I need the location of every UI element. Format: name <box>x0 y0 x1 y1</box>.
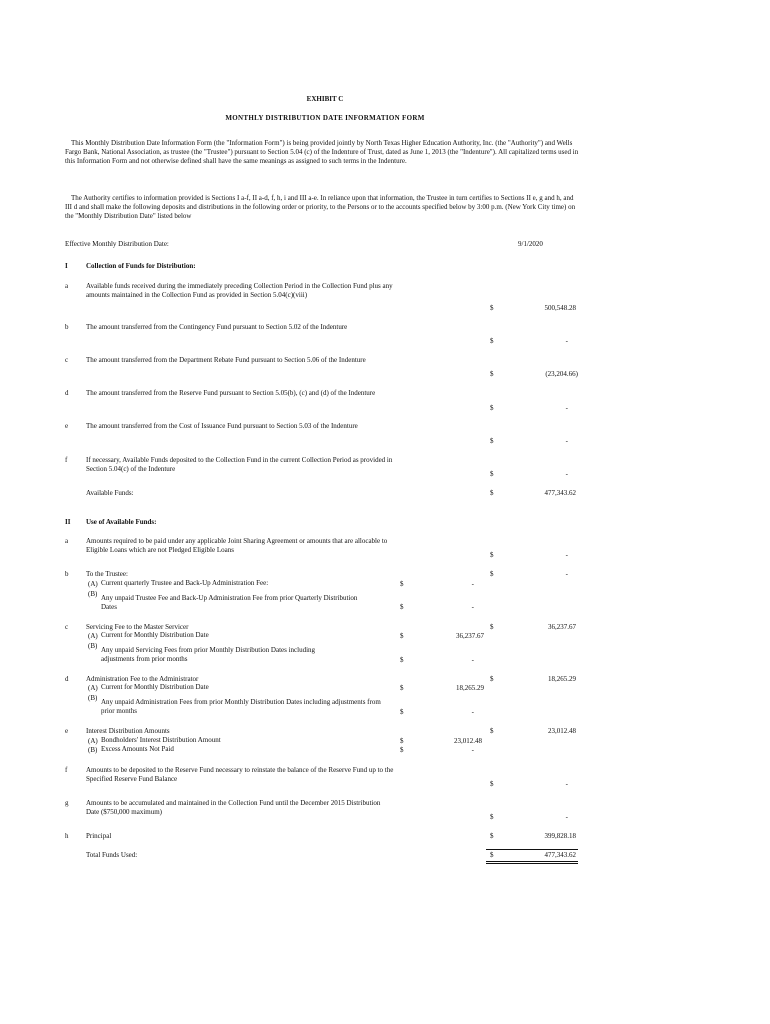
currency-symbol: $ <box>400 708 404 716</box>
item-letter: f <box>65 456 68 464</box>
item-text: Amounts to be accumulated and maintained in the Collection Fund until the December 2015 Distribution Date ($750,000 maximum) <box>86 799 381 816</box>
item-letter: h <box>65 832 69 840</box>
subitem-amount: 36,237.67 <box>456 632 484 640</box>
total-double-rule-2 <box>486 863 578 864</box>
intro-paragraph-2: The Authority certifies to information provided is Sections I a-f, II a-d, f, h, i and III a-e. In reliance upon that information, the Trustee in turn certifies to Sections II e, g and h, and III d and shall make the following deposits and distributions in the following order or priority, to the Persons or to the accounts specified below by 3:00 p.m. (New York City time) on the "Monthly Distribution Date" listed below <box>65 194 576 220</box>
available-funds-label: Available Funds: <box>86 489 134 497</box>
available-funds-amount: 477,343.62 <box>544 489 576 497</box>
item-letter: c <box>65 356 69 364</box>
subitem-amount: - <box>471 580 474 588</box>
item-text: The amount transferred from the Contingency Fund pursuant to Section 5.02 of the Indenture <box>86 323 348 331</box>
currency-symbol: $ <box>490 851 494 859</box>
total-double-rule-1 <box>486 861 578 862</box>
currency-symbol: $ <box>400 737 404 745</box>
item-letter: b <box>65 570 69 578</box>
currency-symbol: $ <box>490 727 494 735</box>
currency-symbol: $ <box>490 675 494 683</box>
subitem-amount: 23,012.48 <box>454 737 482 745</box>
item-text: The amount transferred from the Cost of Issuance Fund pursuant to Section 5.03 of the Indenture <box>86 422 358 430</box>
subitem-tag: (B) <box>88 590 98 598</box>
subitem-amount: 18,265.29 <box>456 684 484 692</box>
intro-paragraph-1: This Monthly Distribution Date Information Form (the "Information Form") is being provided jointly by North Texas Higher Education Authority, Inc. (the "Authority") and Wells Fargo Bank, National Association, as trustee (the "Trustee") pursuant to Section 5.04 (c) of the Indenture of Trust, dated as June 1, 2013 (the "Indenture"). All capitalized terms used in this Information Form and not otherwise defined shall have the same meanings as assigned to such terms in the Indenture. <box>65 139 579 165</box>
item-amount: - <box>565 780 568 788</box>
currency-symbol: $ <box>400 632 404 640</box>
currency-symbol: $ <box>490 404 494 412</box>
currency-symbol: $ <box>490 470 494 478</box>
item-text: If necessary, Available Funds deposited to the Collection Fund in the current Collection Period as provided in Section 5.04(c) of the Indenture <box>86 456 393 473</box>
item-title: Administration Fee to the Administrator <box>86 675 199 683</box>
item-letter: a <box>65 282 69 290</box>
item-letter: c <box>65 623 69 631</box>
item-letter: b <box>65 323 69 331</box>
currency-symbol: $ <box>400 603 404 611</box>
item-letter: e <box>65 422 69 430</box>
total-top-rule <box>486 849 578 850</box>
effective-date-label: Effective Monthly Distribution Date: <box>65 240 169 248</box>
section-2-number: II <box>65 518 71 526</box>
item-amount: - <box>565 404 568 412</box>
item-amount: - <box>565 437 568 445</box>
subitem-amount: - <box>471 603 474 611</box>
currency-symbol: $ <box>490 304 494 312</box>
subitem-tag: (A) <box>88 737 98 745</box>
item-letter: a <box>65 537 69 545</box>
subitem-text: Bondholders' Interest Distribution Amount <box>101 736 221 744</box>
currency-symbol: $ <box>490 489 494 497</box>
subitem-tag: (B) <box>88 694 98 702</box>
subitem-tag: (B) <box>88 642 98 650</box>
section-1-title: Collection of Funds for Distribution: <box>86 262 196 270</box>
currency-symbol: $ <box>490 570 494 578</box>
currency-symbol: $ <box>400 656 404 664</box>
form-title: MONTHLY DISTRIBUTION DATE INFORMATION FORM <box>225 114 425 122</box>
currency-symbol: $ <box>400 580 404 588</box>
subitem-text: Current for Monthly Distribution Date <box>101 631 209 639</box>
currency-symbol: $ <box>490 337 494 345</box>
currency-symbol: $ <box>490 370 494 378</box>
currency-symbol: $ <box>490 832 494 840</box>
currency-symbol: $ <box>490 623 494 631</box>
item-amount: 18,265.29 <box>548 675 576 683</box>
subitem-tag: (A) <box>88 684 98 692</box>
item-amount: - <box>565 337 568 345</box>
currency-symbol: $ <box>490 813 494 821</box>
item-amount: 399,828.18 <box>544 832 576 840</box>
item-amount: - <box>565 551 568 559</box>
item-letter: d <box>65 389 69 397</box>
item-title: To the Trustee: <box>86 570 128 578</box>
item-amount: 500,548.28 <box>544 304 576 312</box>
currency-symbol: $ <box>400 746 404 754</box>
exhibit-label: EXHIBIT C <box>306 95 344 103</box>
total-funds-used-amount: 477,343.62 <box>544 851 576 859</box>
item-amount: - <box>565 813 568 821</box>
subitem-text: Any unpaid Servicing Fees from prior Monthly Distribution Dates including adjustments from prior months <box>101 646 316 663</box>
item-title: Interest Distribution Amounts <box>86 727 170 735</box>
currency-symbol: $ <box>490 437 494 445</box>
item-amount: (23,204.66) <box>545 370 578 378</box>
item-amount: - <box>565 470 568 478</box>
item-amount: - <box>565 570 568 578</box>
currency-symbol: $ <box>490 551 494 559</box>
effective-date-value: 9/1/2020 <box>518 240 543 248</box>
item-letter: e <box>65 727 69 735</box>
currency-symbol: $ <box>400 684 404 692</box>
item-text: The amount transferred from the Reserve Fund pursuant to Section 5.05(b), (c) and (d) of the Indenture <box>86 389 376 397</box>
item-text: Amounts required to be paid under any applicable Joint Sharing Agreement or amounts that are allocable to Eligible Loans which are not Pledged Eligible Loans <box>86 537 388 554</box>
item-amount: 23,012.48 <box>548 727 576 735</box>
section-2-title: Use of Available Funds: <box>86 518 157 526</box>
currency-symbol: $ <box>490 780 494 788</box>
subitem-amount: - <box>471 746 474 754</box>
item-amount: 36,237.67 <box>548 623 576 631</box>
subitem-text: Excess Amounts Not Paid <box>101 745 174 753</box>
item-title: Servicing Fee to the Master Servicer <box>86 623 189 631</box>
item-letter: d <box>65 675 69 683</box>
subitem-amount: - <box>471 708 474 716</box>
item-text: Amounts to be deposited to the Reserve Fund necessary to reinstate the balance of the Reserve Fund up to the Specified Reserve Fund Balance <box>86 766 394 783</box>
subitem-text: Any unpaid Administration Fees from prior Monthly Distribution Dates including adjustments from prior months <box>101 698 381 715</box>
subitem-text: Current for Monthly Distribution Date <box>101 683 209 691</box>
section-1-number: I <box>65 262 68 270</box>
item-letter: g <box>65 799 69 807</box>
item-text: Principal <box>86 832 112 840</box>
subitem-amount: - <box>471 656 474 664</box>
item-text: Available funds received during the immediately preceding Collection Period in the Collection Fund plus any amounts maintained in the Collection Fund as provided in Section 5.04(c)(viii) <box>86 282 393 299</box>
subitem-tag: (A) <box>88 580 98 588</box>
total-funds-used-label: Total Funds Used: <box>86 851 138 859</box>
subitem-text: Current quarterly Trustee and Back-Up Administration Fee: <box>101 579 269 587</box>
item-text: The amount transferred from the Department Rebate Fund pursuant to Section 5.06 of the Indenture <box>86 356 366 364</box>
subitem-tag: (B) <box>88 746 98 754</box>
item-letter: f <box>65 766 68 774</box>
subitem-text: Any unpaid Trustee Fee and Back-Up Administration Fee from prior Quarterly Distribution Dates <box>101 594 358 611</box>
subitem-tag: (A) <box>88 632 98 640</box>
